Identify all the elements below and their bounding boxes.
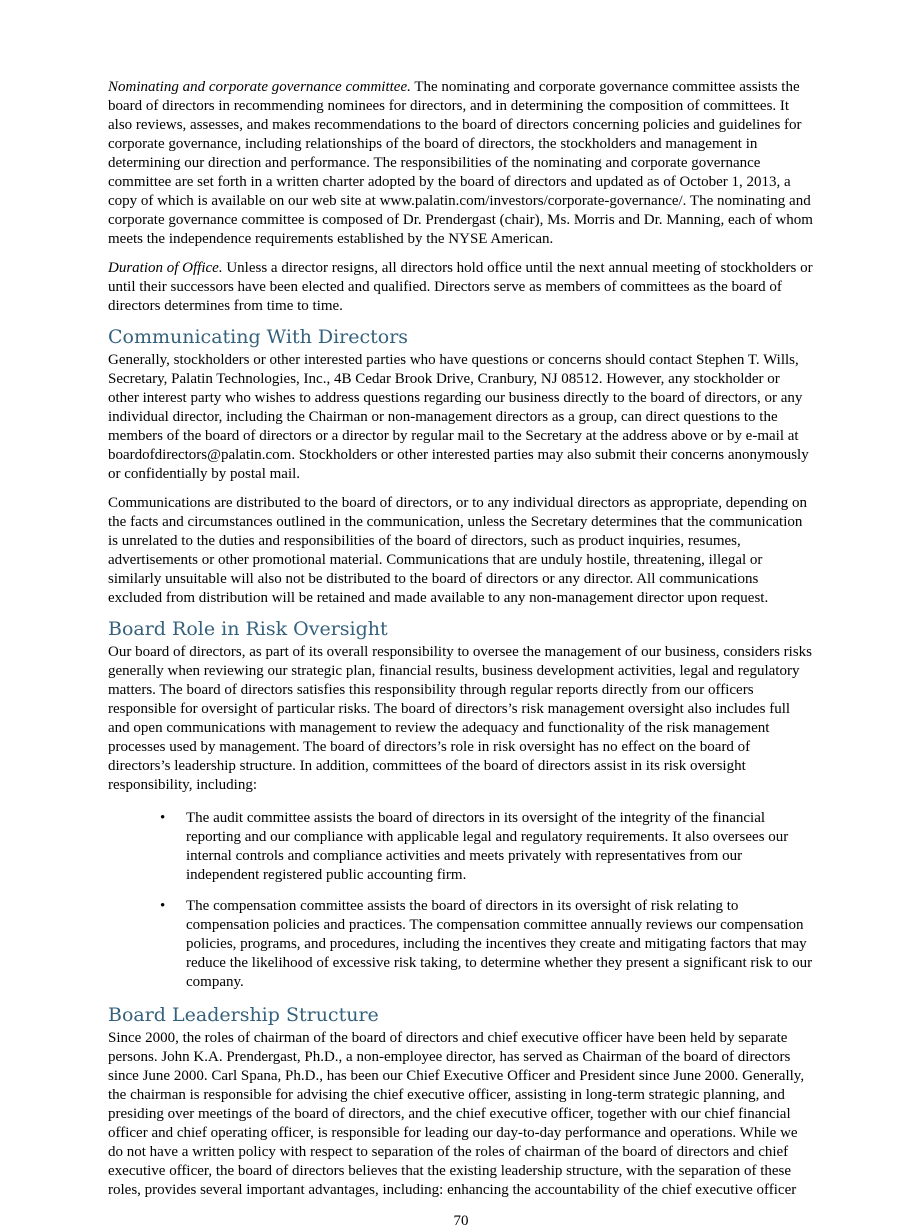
list-item-compensation-committee <box>108 897 814 992</box>
paragraph-leadership-structure: Since 2000, the roles of chairman of the board of directors and chief executive officer have been held by separate persons. John K.A. Prendergast, Ph.D., a non-employee director, has served as Chairman of the board of directors since June 2000. Carl Spana, Ph.D., has been our Chief Executive Officer and President since June 2000. Generally, the chairman is responsible for advising the chief executive officer, assisting in long-term strategic planning, and presiding over meetings of the board of directors, and the chief executive officer, together with our chief financial officer and chief operating officer, is responsible for leading our day-to-day performance and operations. While we do not have a written policy with respect to separation of the roles of chairman of the board of directors and chief executive officer, the board of directors believes that the existing leadership structure, with the separation of these roles, provides several important advantages, including: enhancing the accountability of the chief executive officer <box>108 1030 805 1198</box>
paragraph-nominating-committee <box>108 78 814 249</box>
paragraph-communications-distribution: Communications are distributed to the board of directors, or to any individual directors as appropriate, depending on the facts and circumstances outlined in the communication, unless the Secretary determines that the communication is unrelated to the duties and responsibilities of the board of directors, such as product inquiries, resumes, advertisements or other promotional material. Communications that are unduly hostile, threatening, illegal or similarly unsuitable will also not be distributed to the board of directors or any director. All communications excluded from distribution will be retained and made available to any non-management director upon request. <box>108 495 807 606</box>
paragraph-risk-oversight: Our board of directors, as part of its overall responsibility to oversee the management of our business, considers risks generally when reviewing our strategic plan, financial results, business development activities, legal and regulatory matters. The board of directors satisfies this responsibility through regular reports directly from our officers responsible for oversight of particular risks. The board of directors’s risk management oversight also includes full and open communications with management to review the adequacy and functionality of the risk management processes used by management. The board of directors’s role in risk oversight has no effect on the board of directors’s leadership structure. In addition, committees of the board of directors assist in its risk oversight responsibility, including: <box>108 644 812 793</box>
bullet-icon: • <box>160 898 166 914</box>
heading-communicating-with-directors: Communicating With Directors <box>108 326 409 348</box>
heading-board-role-risk-oversight: Board Role in Risk Oversight <box>108 618 388 640</box>
paragraph-lead-nominating: Nominating and corporate governance committee. <box>108 79 411 95</box>
list-item-text: The audit committee assists the board of directors in its oversight of the integrity of the financial reporting and our compliance with applicable legal and regulatory requirements. It also oversees our internal controls and compliance activities and meets privately with representatives from our independent registered public accounting firm. <box>186 810 789 883</box>
paragraph-duration-of-office <box>108 259 814 316</box>
paragraph-lead-duration: Duration of Office. <box>108 260 223 276</box>
paragraph-body-duration: Unless a director resigns, all directors hold office until the next annual meeting of stockholders or until their successors have been elected and qualified. Directors serve as members of committees as the board of directors determines from time to time. <box>108 260 813 314</box>
page-number: 70 <box>453 1213 469 1229</box>
list-item-text: The compensation committee assists the board of directors in its oversight of risk relating to compensation policies and practices. The compensation committee annually reviews our compensation policies, programs, and procedures, including the incentives they create and mitigating factors that may reduce the likelihood of excessive risk taking, to determine whether they present a significant risk to our company. <box>186 898 813 990</box>
risk-oversight-bullet-list <box>108 809 814 992</box>
heading-board-leadership-structure: Board Leadership Structure <box>108 1004 379 1026</box>
paragraph-contact-info: Generally, stockholders or other interested parties who have questions or concerns should contact Stephen T. Wills, Secretary, Palatin Technologies, Inc., 4B Cedar Brook Drive, Cranbury, NJ 08512. However, any stockholder or other interest party who wishes to address questions regarding our business directly to the board of directors, or any individual director, including the Chairman or non-management directors as a group, can direct questions to the members of the board of directors or a director by regular mail to the Secretary at the address above or by e-mail at boardofdirectors@palatin.com. Stockholders or other interested parties may also submit their concerns anonymously or confidentially by postal mail. <box>108 352 809 482</box>
list-item-audit-committee <box>108 809 814 885</box>
bullet-icon: • <box>160 810 166 826</box>
paragraph-body-nominating: The nominating and corporate governance committee assists the board of directors in recommending nominees for directors, and in determining the composition of committees. It also reviews, assesses, and makes recommendations to the board of directors concerning policies and guidelines for corporate governance, including relationships of the board of directors, the stockholders and management in determining our direction and performance. The responsibilities of the nominating and corporate governance committee are set forth in a written charter adopted by the board of directors and updated as of October 1, 2013, a copy of which is available on our web site at www.palatin.com/investors/corporate-governance/. The nominating and corporate governance committee is composed of Dr. Prendergast (chair), Ms. Morris and Dr. Manning, each of whom meets the independence requirements established by the NYSE American. <box>108 79 813 247</box>
